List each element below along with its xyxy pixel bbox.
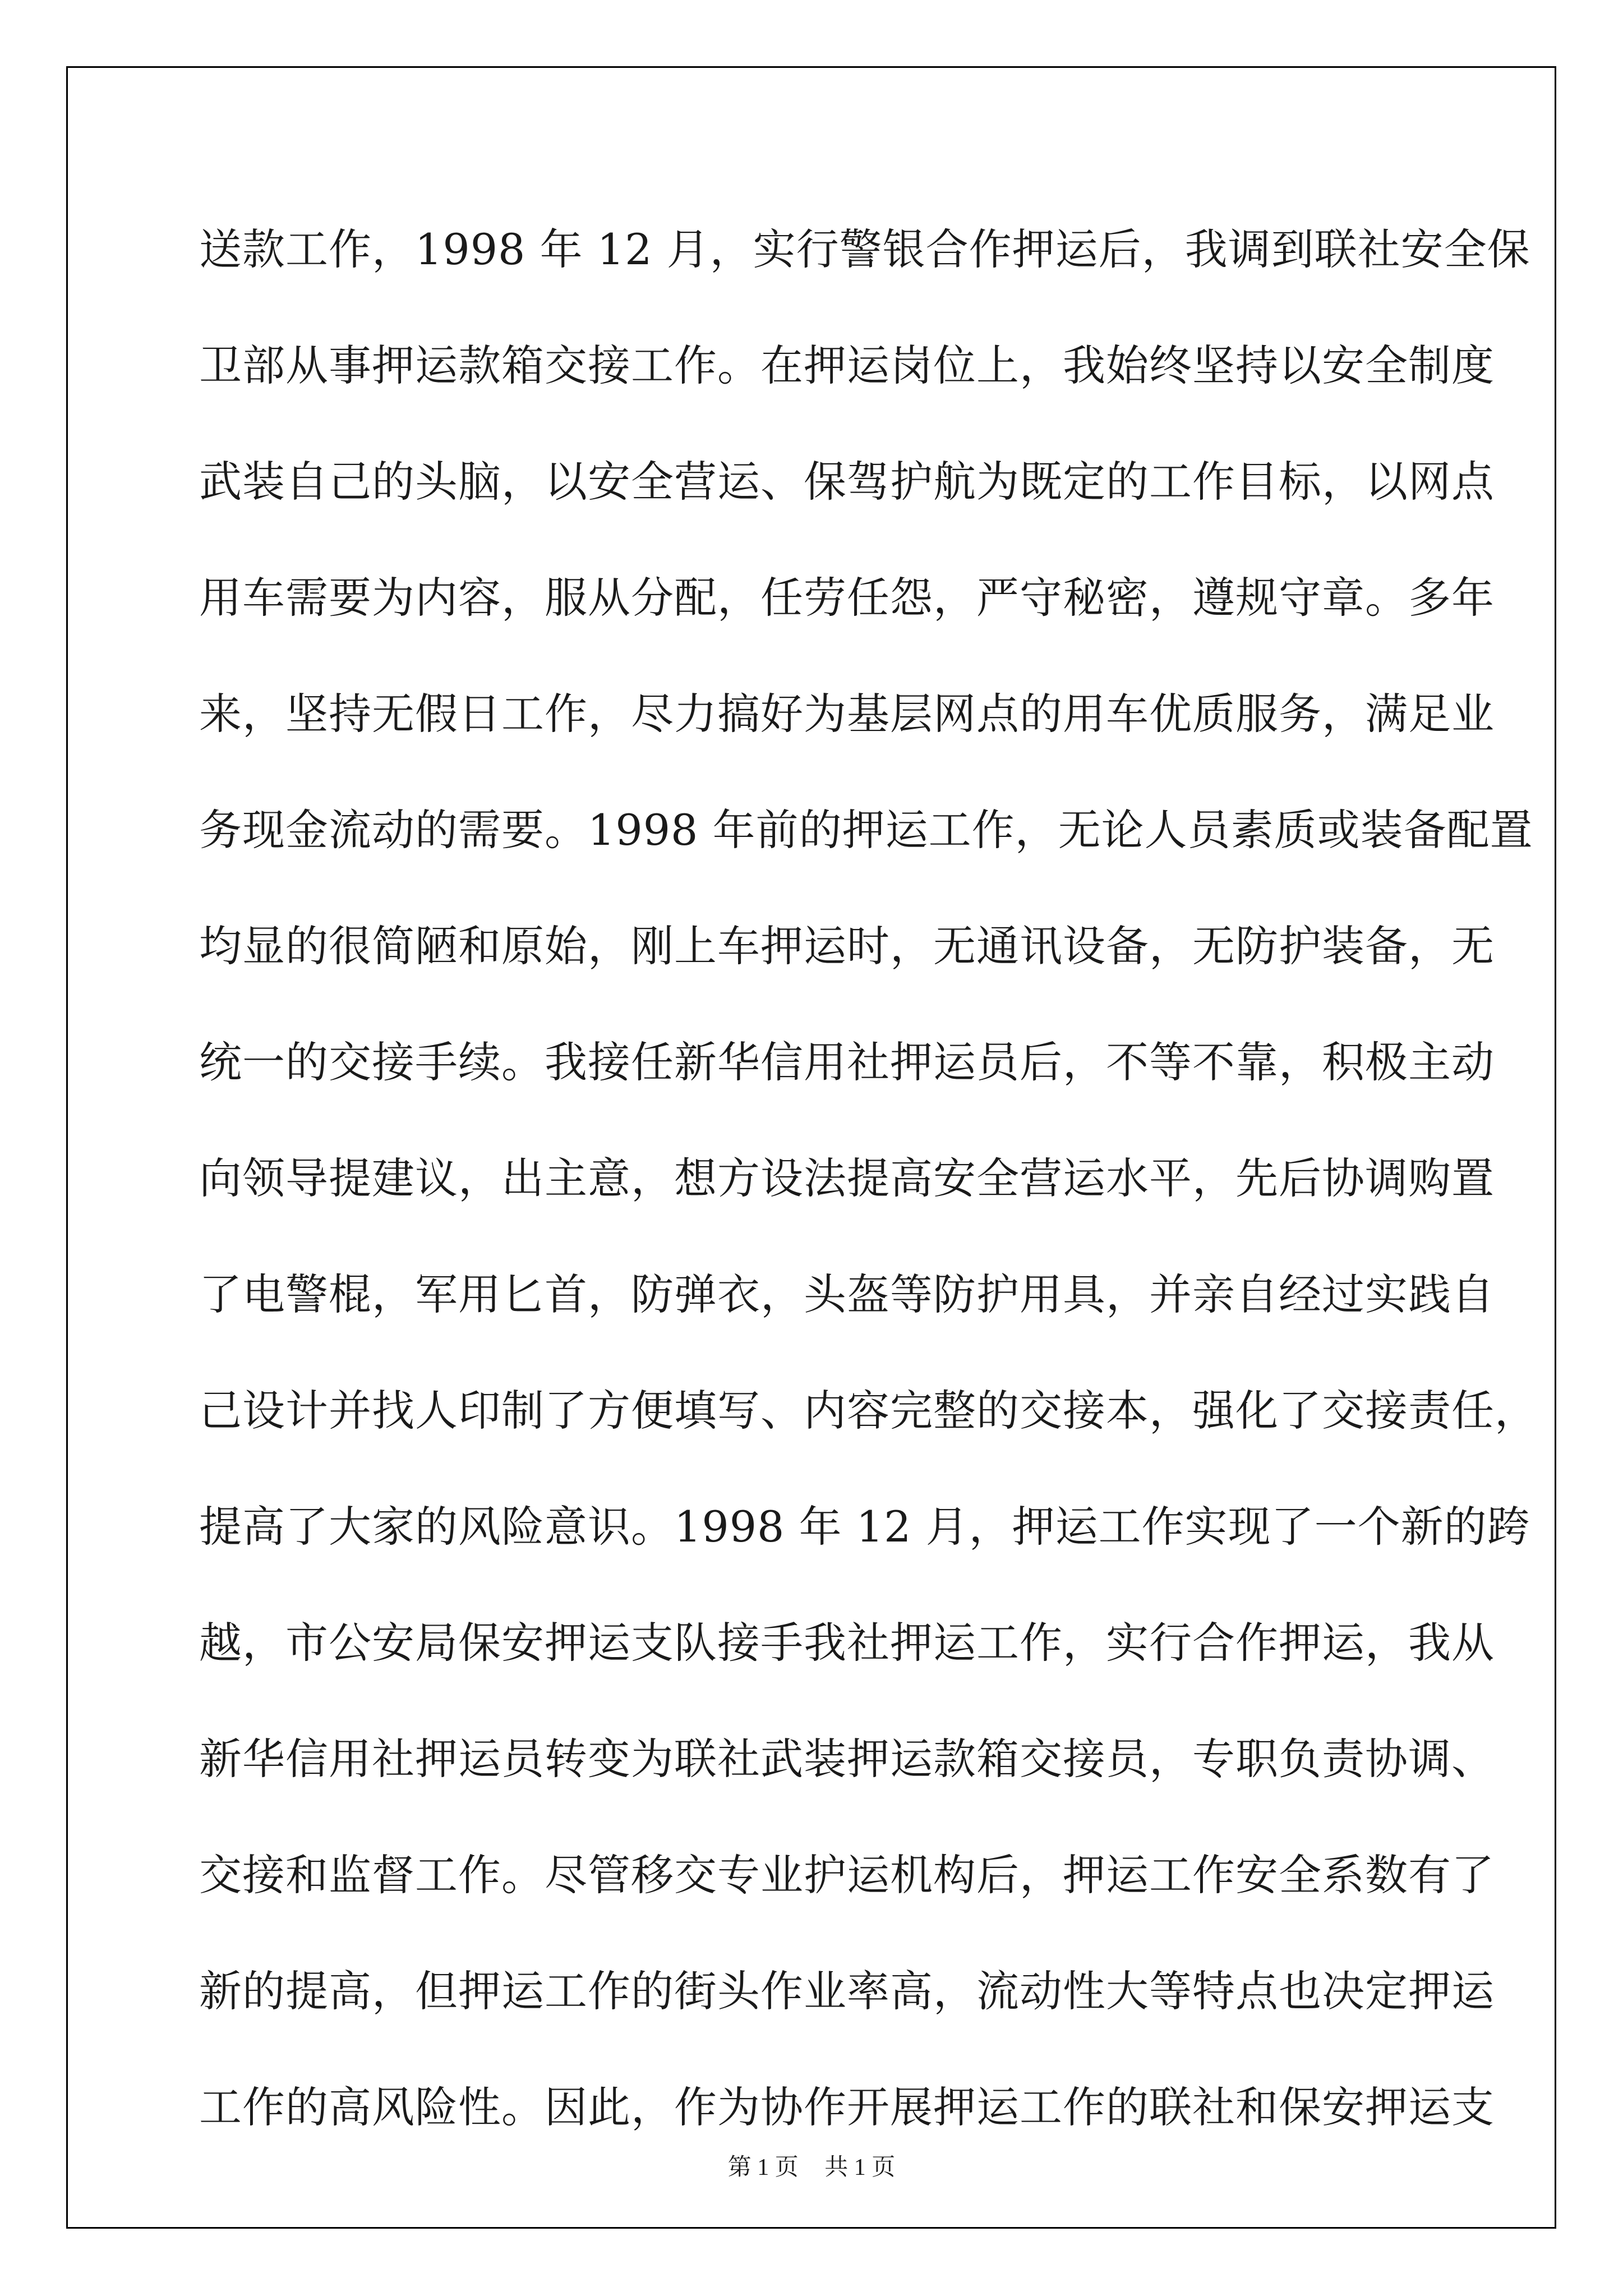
text-line: 均显的很简陋和原始，刚上车押运时，无通讯设备，无防护装备，无 [199,921,1495,971]
text-line: 送款工作，1998 年 12 月，实行警银合作押运后，我调到联社安全保 [199,224,1530,274]
text-line: 向领导提建议，出主意，想方设法提高安全营运水平，先后协调购置 [199,1153,1495,1203]
text-line: 务现金流动的需要。1998 年前的押运工作，无论人员素质或装备配置 [199,805,1533,855]
document-body [199,224,1538,2198]
text-line: 用车需要为内容，服从分配，任劳任怨，严守秘密，遵规守章。多年 [199,573,1495,623]
text-line: 新华信用社押运员转变为联社武装押运款箱交接员，专职负责协调、 [199,1734,1495,1784]
text-line: 工作的高风险性。因此，作为协作开展押运工作的联社和保安押运支 [199,2082,1495,2132]
text-line: 统一的交接手续。我接任新华信用社押运员后，不等不靠，积极主动 [199,1037,1495,1087]
text-line: 卫部从事押运款箱交接工作。在押运岗位上，我始终坚持以安全制度 [199,341,1495,390]
text-line: 越，市公安局保安押运支队接手我社押运工作，实行合作押运，我从 [199,1618,1495,1668]
text-line: 新的提高，但押运工作的街头作业率高，流动性大等特点也决定押运 [199,1966,1495,2016]
page-total: 共 1 页 [824,2155,896,2180]
text-line: 武装自己的头脑，以安全营运、保驾护航为既定的工作目标，以网点 [199,457,1495,507]
text-line: 了电警棍，军用匕首，防弹衣，头盔等防护用具，并亲自经过实践自 [199,1269,1495,1319]
text-line: 己设计并找人印制了方便填写、内容完整的交接本，强化了交接责任， [199,1386,1538,1435]
page-number: 第 1 页 [727,2155,799,2180]
text-line: 交接和监督工作。尽管移交专业护运机构后，押运工作安全系数有了 [199,1850,1495,1900]
text-line: 提高了大家的风险意识。1998 年 12 月，押运工作实现了一个新的跨 [199,1502,1530,1552]
page-footer [0,2148,1623,2182]
text-line: 来，坚持无假日工作，尽力搞好为基层网点的用车优质服务，满足业 [199,689,1495,739]
